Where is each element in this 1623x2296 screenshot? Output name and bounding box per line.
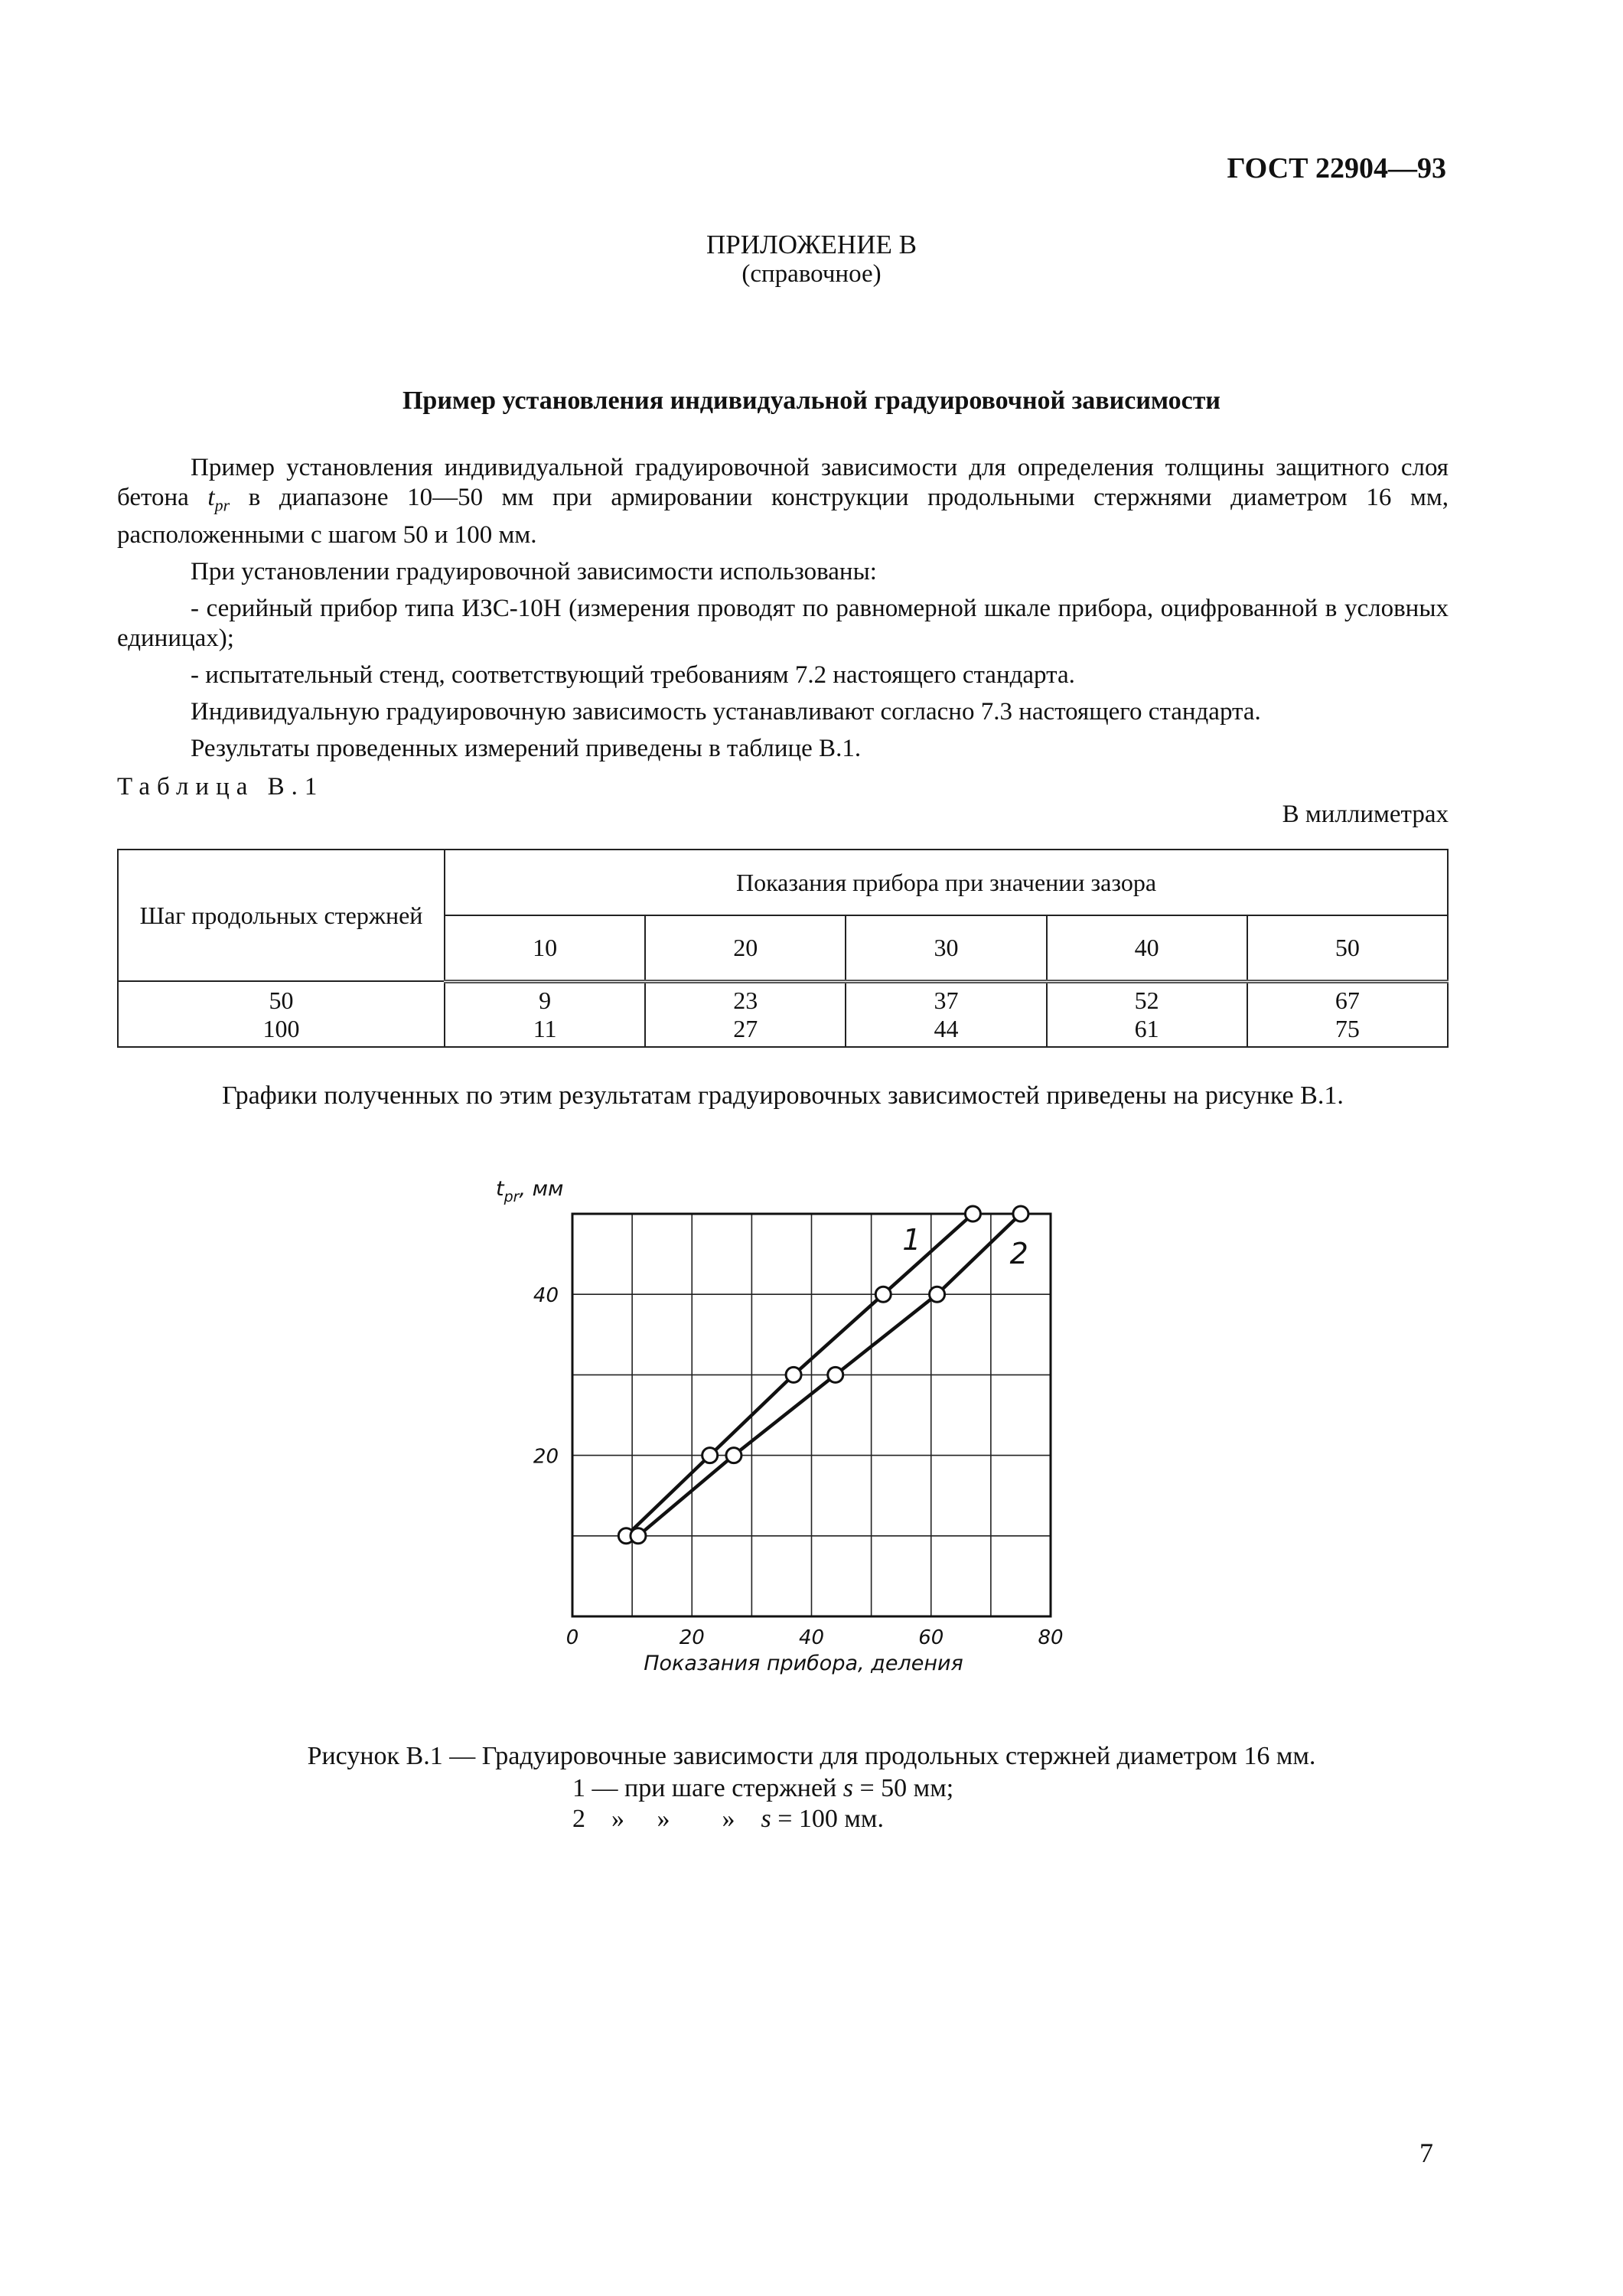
cell-value: 67	[1247, 981, 1448, 1015]
paragraph-5: Индивидуальную градуировочную зависимость устанавливают согласно 7.3 настоящего стандарта.	[191, 697, 1261, 726]
paragraph-4: - испытательный стенд, соответствующий требованиям 7.2 настоящего стандарта.	[191, 660, 1075, 689]
data-point	[828, 1367, 843, 1382]
series-label-1: 1	[902, 1223, 921, 1257]
header-gap: 40	[1047, 915, 1247, 981]
paragraph-6: Результаты проведенных измерений приведены в таблице В.1.	[191, 734, 862, 762]
x-tick-label: 20	[679, 1626, 705, 1649]
header-gap: 10	[445, 915, 645, 981]
data-point	[930, 1287, 945, 1302]
graphs-reference: Графики полученных по этим результатам градуировочных зависимостей приведены на рисунке В.1.	[222, 1081, 1344, 1110]
y-axis-label: $t_{pr}$, мм	[496, 1177, 564, 1205]
x-tick-label: 60	[918, 1626, 944, 1649]
cell-step: 50	[118, 981, 445, 1015]
header-gap: 50	[1247, 915, 1448, 981]
data-point	[875, 1287, 891, 1302]
table-caption: Таблица В.1	[117, 773, 324, 801]
header-step: Шаг продольных стержней	[118, 850, 445, 981]
header-readings: Показания прибора при значении зазора	[445, 850, 1448, 915]
cell-value: 37	[846, 981, 1046, 1015]
header-gap: 20	[645, 915, 846, 981]
table-row	[118, 981, 1448, 1015]
body-text	[117, 453, 1449, 771]
paragraph-2: При установлении градуировочной зависимости использованы:	[191, 557, 877, 585]
cell-value: 52	[1047, 981, 1247, 1015]
page-number: 7	[1419, 2138, 1433, 2168]
figure-legend-2: 2 » » » s = 100 мм.	[572, 1805, 884, 1833]
chart-grid	[572, 1214, 1051, 1616]
cell-value: 11	[445, 1015, 645, 1047]
section-heading: Пример установления индивидуальной градуировочной зависимости	[402, 386, 1221, 415]
paragraph-3: - серийный прибор типа ИЗС-10Н (измерения проводят по равномерной шкале прибора, оцифрованной в условных единицах);	[117, 594, 1449, 652]
series-label-2: 2	[1009, 1237, 1028, 1271]
data-point	[786, 1367, 801, 1382]
cell-value: 75	[1247, 1015, 1448, 1047]
figure-caption: Рисунок В.1 — Градуировочные зависимости для продольных стержней диаметром 16 мм.	[307, 1742, 1316, 1770]
y-tick-label: 40	[533, 1284, 559, 1308]
cell-value: 9	[445, 981, 645, 1015]
table-row	[118, 1015, 1448, 1047]
cell-value: 27	[645, 1015, 846, 1047]
x-tick-label: 40	[798, 1626, 825, 1649]
table-units: В миллиметрах	[1282, 801, 1449, 828]
cell-value: 44	[846, 1015, 1046, 1047]
data-point	[726, 1448, 741, 1463]
cell-value: 61	[1047, 1015, 1247, 1047]
header-gap: 30	[846, 915, 1046, 981]
y-tick-label: 20	[533, 1445, 559, 1469]
data-point	[702, 1448, 718, 1463]
data-point	[965, 1206, 980, 1221]
appendix-title: ПРИЛОЖЕНИЕ В	[706, 230, 917, 259]
x-tick-label: 0	[565, 1626, 579, 1649]
paragraph-1: Пример установления индивидуальной градуировочной зависимости для определения толщины защитного слоя бетона $t_{pr}$ в диапазоне 10—50 мм при армировании конструкции продольными стержнями диаметром 16 мм, расположенными с шагом 50 и 100 мм.	[117, 454, 1449, 549]
x-axis-label: Показания прибора, деления	[644, 1652, 963, 1675]
data-point	[631, 1528, 646, 1544]
figure-legend-1: 1 — при шаге стержней s = 50 мм;	[572, 1774, 954, 1802]
calibration-chart	[474, 1171, 1102, 1676]
cell-step: 100	[118, 1015, 445, 1047]
x-tick-label: 80	[1038, 1626, 1064, 1649]
chart-ticks	[533, 1284, 1064, 1649]
standard-number: ГОСТ 22904—93	[1227, 152, 1446, 184]
appendix-subtitle: (справочное)	[741, 260, 882, 288]
data-point	[1013, 1206, 1028, 1221]
cell-value: 23	[645, 981, 846, 1015]
readings-table	[117, 849, 1449, 1048]
